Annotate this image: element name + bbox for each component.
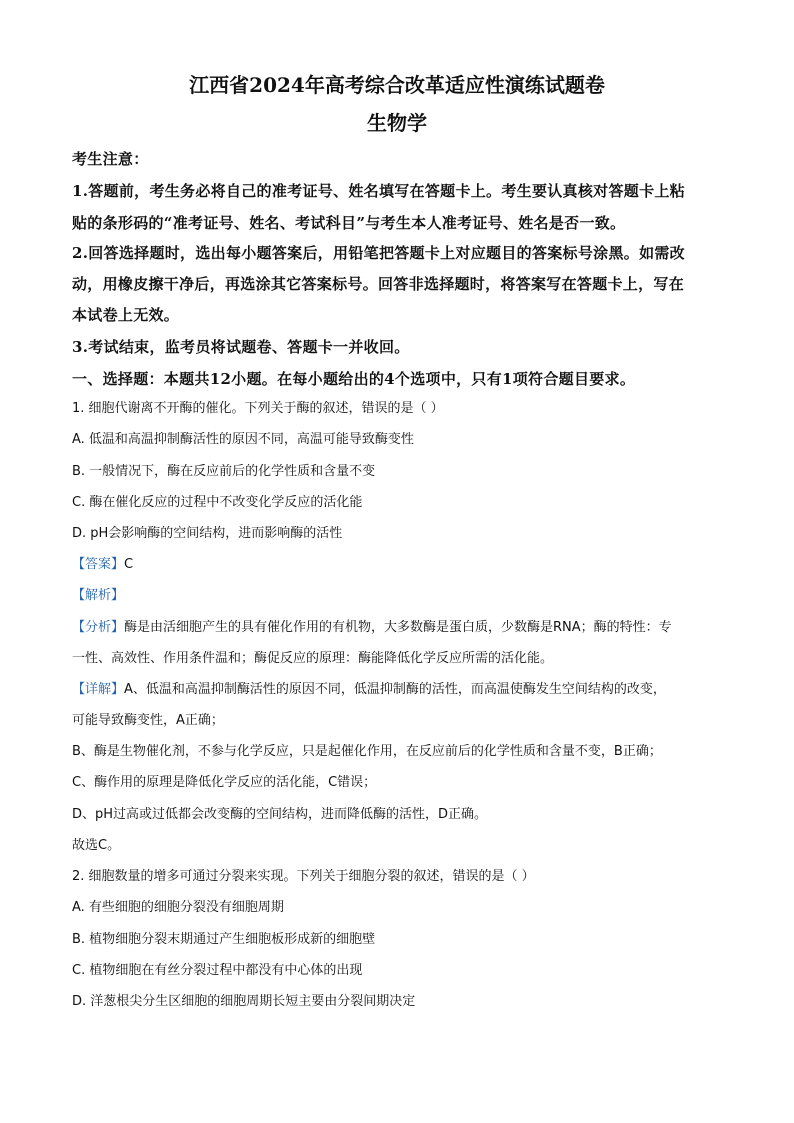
notice-item-3: 3.考试结束，监考员将试题卷、答题卡一并收回。	[72, 338, 410, 356]
xiangjie-line-2: 可能导致酶变性，A正确；	[72, 713, 224, 728]
fenxi-tag: 【分析】	[72, 620, 125, 635]
xiangjie-tag: 【详解】	[72, 682, 125, 697]
xiangjie-line-1	[72, 679, 666, 701]
notice-item-2-line-2: 动，用橡皮擦干净后，再选涂其它答案标号。回答非选择题时，将答案写在答题卡上，写在	[72, 275, 685, 293]
fenxi-line-2: 一性、高效性、作用条件温和；酶促反应的原理：酶能降低化学反应所需的活化能。	[72, 651, 554, 666]
question-1-stem: 1. 细胞代谢离不开酶的催化。下列关于酶的叙述，错误的是（ ）	[72, 401, 444, 416]
notice-item-1-line-2: 贴的条形码的“准考证号、姓名、考试科目”与考生本人准考证号、姓名是否一致。	[72, 214, 626, 232]
fenxi-text-1: 酶是由活细胞产生的具有催化作用的有机物，大多数酶是蛋白质，少数酶是RNA；酶的特性：专	[124, 620, 672, 635]
question-2-stem: 2. 细胞数量的增多可通过分裂来实现。下列关于细胞分裂的叙述，错误的是（ ）	[72, 869, 535, 884]
question-2-option-c: C. 植物细胞在有丝分裂过程中都没有中心体的出现	[72, 963, 363, 978]
question-1-answer	[72, 554, 133, 576]
answer-value: C	[124, 557, 134, 572]
exam-title: 江西省2024年高考综合改革适应性演练试题卷	[189, 73, 605, 97]
answer-tag: 【答案】	[72, 557, 125, 572]
conclusion: 故选C。	[72, 838, 121, 853]
question-2-option-d: D. 洋葱根尖分生区细胞的细胞周期长短主要由分裂间期决定	[72, 994, 416, 1009]
notice-item-2-line-3: 本试卷上无效。	[72, 306, 180, 324]
detail-b: B、酶是生物催化剂，不参与化学反应，只是起催化作用，在反应前后的化学性质和含量不变，B正确；	[72, 744, 662, 759]
notice-heading: 考生注意：	[72, 150, 149, 168]
xiangjie-text-1: A、低温和高温抑制酶活性的原因不同，低温抑制酶的活性，而高温使酶发生空间结构的改变，	[124, 682, 666, 697]
question-2-option-a: A. 有些细胞的细胞分裂没有细胞周期	[72, 900, 284, 915]
detail-c: C、酶作用的原理是降低化学反应的活化能，C错误；	[72, 775, 377, 790]
section-heading: 一、选择题：本题共12小题。在每小题给出的4个选项中，只有1项符合题目要求。	[72, 370, 636, 388]
question-1-option-b: B. 一般情况下，酶在反应前后的化学性质和含量不变	[72, 464, 376, 479]
subject-title: 生物学	[367, 111, 427, 135]
analysis-tag: 【解析】	[72, 588, 125, 603]
question-2-option-b: B. 植物细胞分裂末期通过产生细胞板形成新的细胞壁	[72, 932, 376, 947]
notice-item-1-line-1: 1.答题前，考生务必将自己的准考证号、姓名填写在答题卡上。考生要认真核对答题卡上粘	[72, 182, 685, 200]
notice-item-2-line-1: 2.回答选择题时，选出每小题答案后，用铅笔把答题卡上对应题目的答案标号涂黑。如需改	[72, 244, 685, 262]
question-1-option-a: A. 低温和高温抑制酶活性的原因不同，高温可能导致酶变性	[72, 432, 414, 447]
fenxi-line-1	[72, 617, 672, 639]
detail-d: D、pH过高或过低都会改变酶的空间结构，进而降低酶的活性，D正确。	[72, 807, 488, 822]
question-1-option-d: D. pH会影响酶的空间结构，进而影响酶的活性	[72, 526, 343, 541]
question-1-option-c: C. 酶在催化反应的过程中不改变化学反应的活化能	[72, 495, 363, 510]
